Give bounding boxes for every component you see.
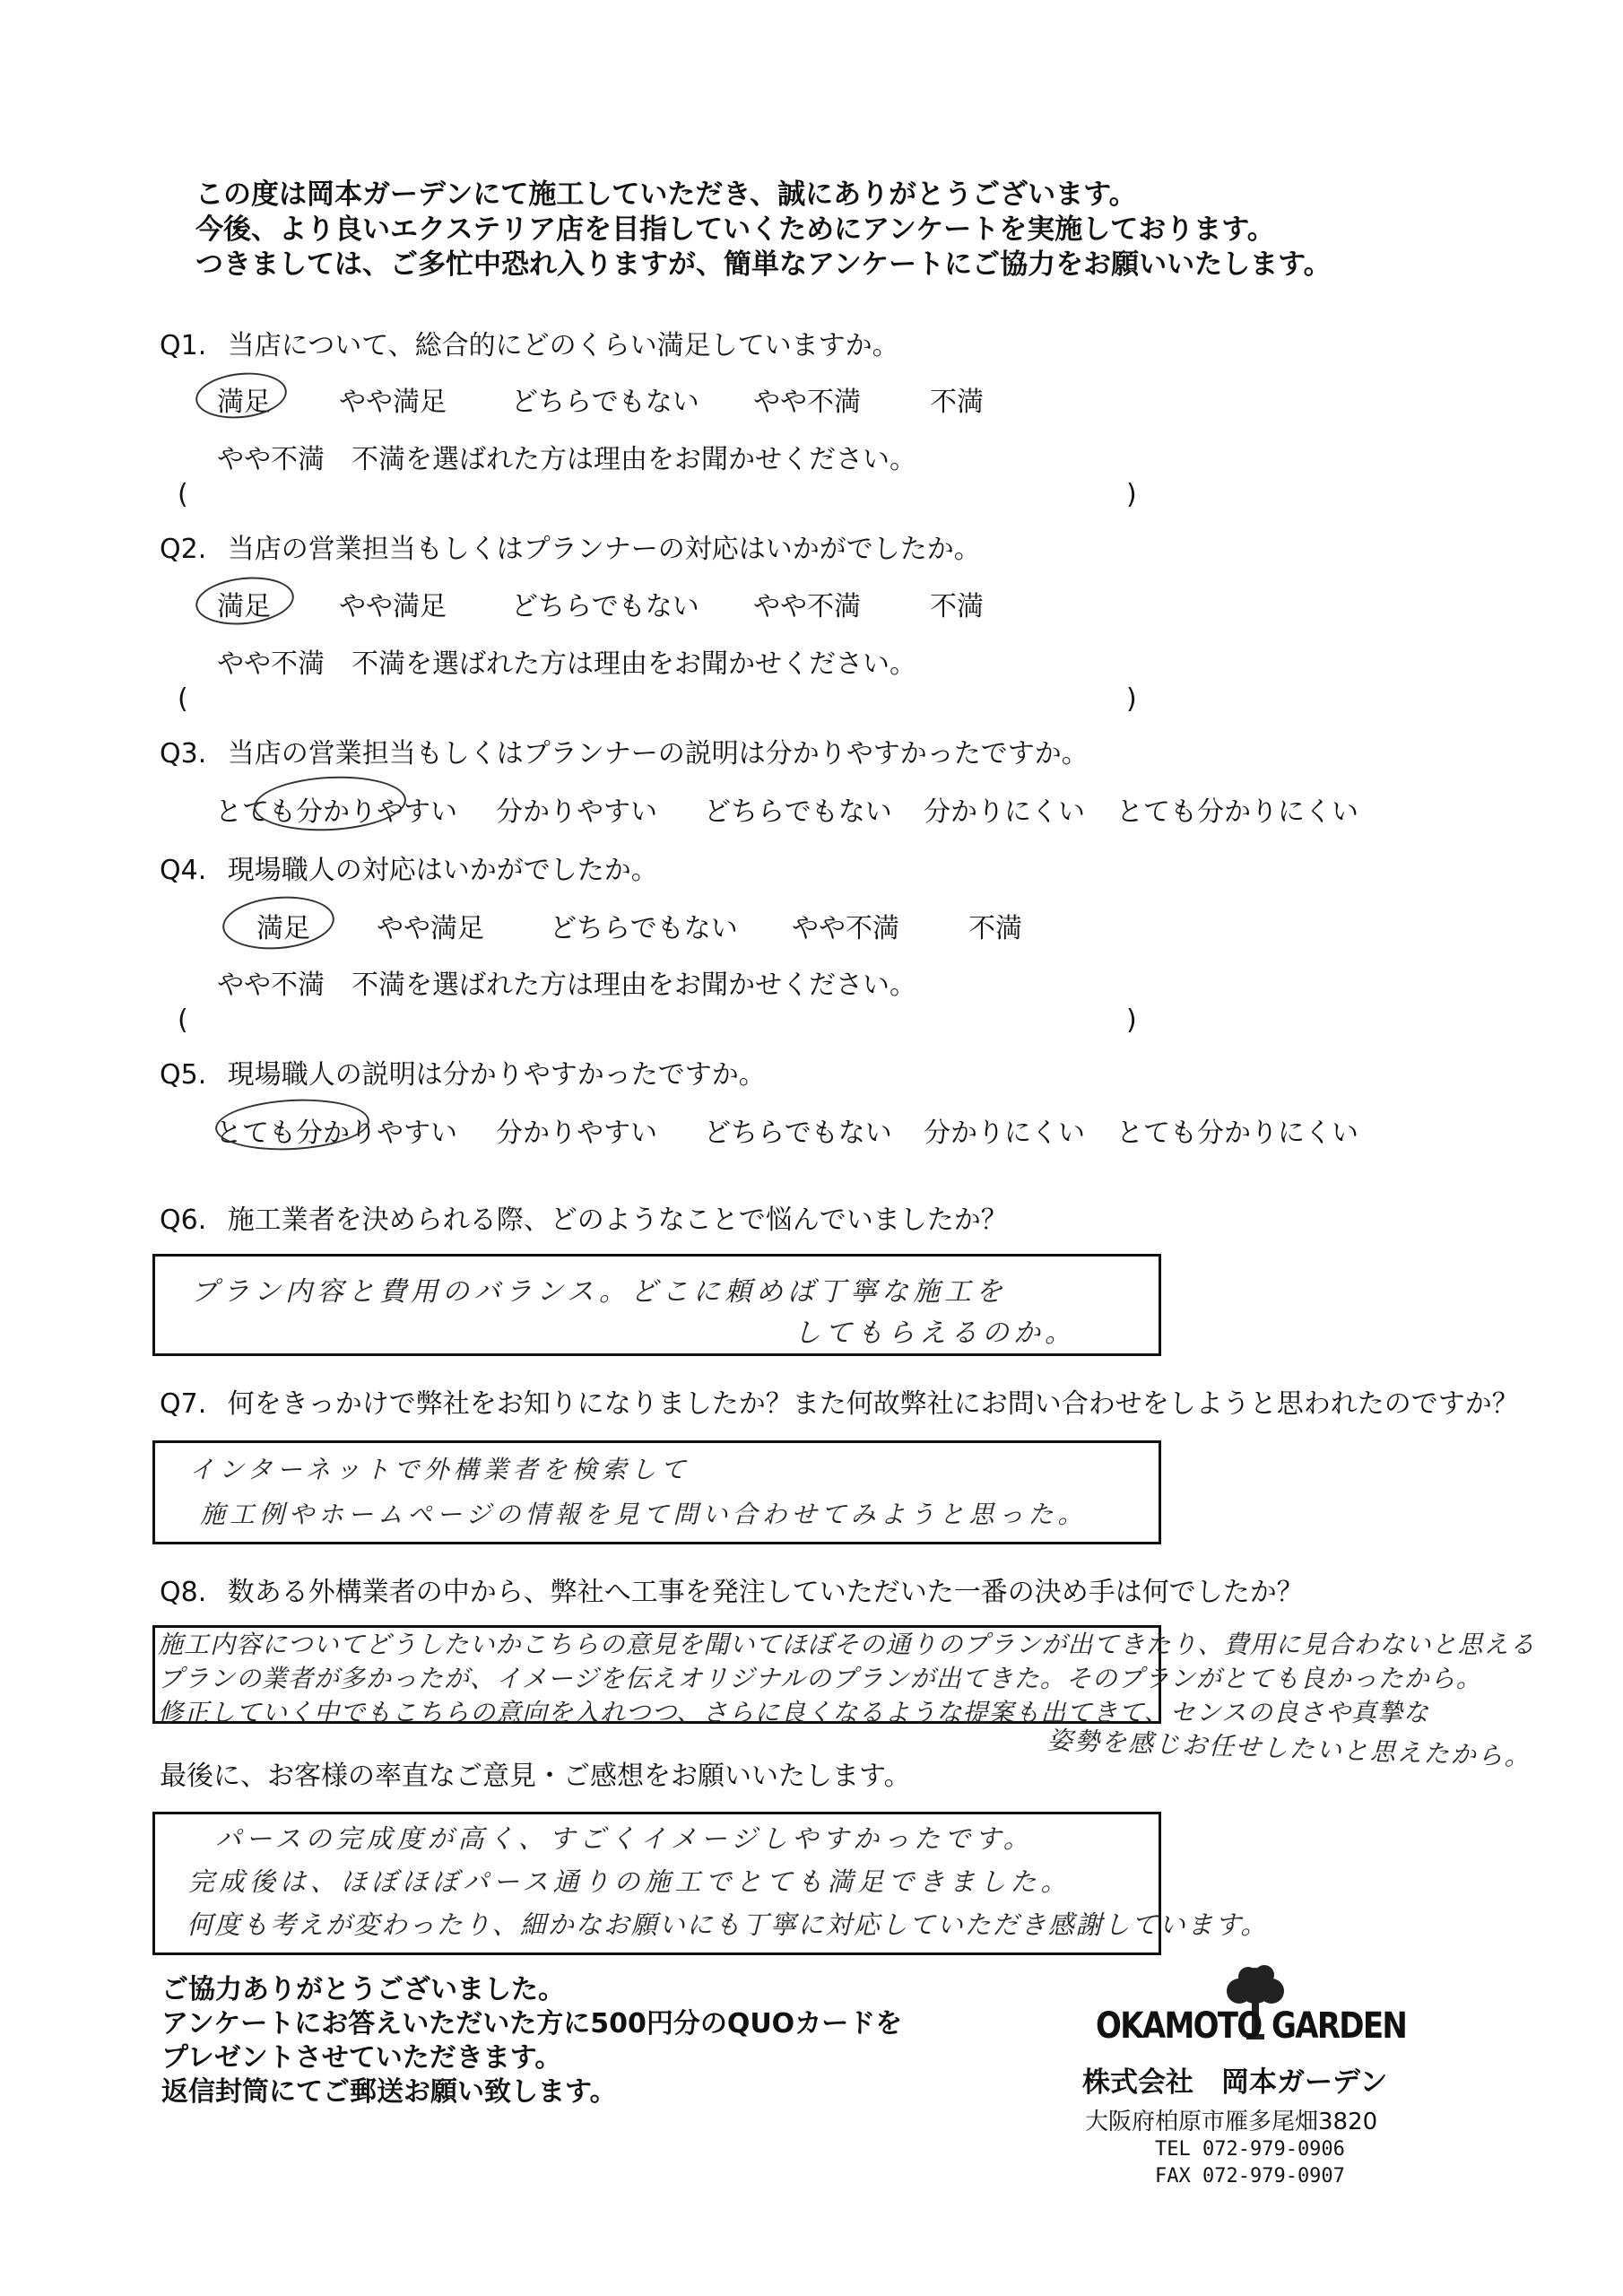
company-tel: TEL 072-979-0906 — [1155, 2138, 1345, 2161]
logo-text-right: GARDEN — [1271, 2005, 1407, 2047]
q1-label: Q1. — [160, 330, 207, 361]
intro-text — [195, 178, 1332, 283]
q7-answer-line: インターネットで外構業者を検索して — [189, 1455, 690, 1484]
q5-label: Q5. — [160, 1059, 207, 1091]
q1-selection-circle — [194, 369, 290, 422]
q7-label: Q7. — [160, 1388, 207, 1420]
final-answer-line: 完成後は、ほぼほぼパース通りの施工でとても満足できました。 — [188, 1866, 1072, 1897]
q2-paren-close: ) — [1126, 683, 1137, 715]
q3-option-5[interactable]: とても分かりにくい — [1116, 796, 1358, 828]
logo-text-left: OKAMOTO — [1096, 2005, 1262, 2047]
footer-message — [161, 1973, 902, 2109]
intro-line: この度は岡本ガーデンにて施工していただき、誠にありがとうございます。 — [195, 178, 1137, 211]
q3-label: Q3. — [160, 738, 207, 770]
q4-selection-circle — [221, 892, 337, 954]
q3-option-2[interactable]: 分かりやすい — [496, 796, 657, 828]
q1-option-2[interactable]: やや満足 — [339, 387, 447, 418]
q2-selection-circle — [194, 572, 297, 629]
q2-option-1[interactable]: 満足 — [217, 591, 271, 622]
q4-option-1[interactable]: 満足 — [256, 913, 310, 944]
q8-answer-line: プランの業者が多かったが、イメージを伝えオリジナルのプランが出てきた。そのプランがとても良かったから。 — [158, 1664, 1482, 1693]
q2-option-4[interactable]: やや不満 — [753, 591, 861, 622]
q4-paren-close: ) — [1126, 1004, 1137, 1036]
q8-answer-line: 姿勢を感じお任せしたいと思えたから。 — [1046, 1725, 1532, 1772]
q4-label: Q4. — [160, 855, 207, 886]
q2-text: 当店の営業担当もしくはプランナーの対応はいかがでしたか。 — [227, 534, 981, 565]
q1-option-3[interactable]: どちらでもない — [511, 387, 699, 418]
q2-paren-open: ( — [178, 683, 188, 715]
q4-option-4[interactable]: やや不満 — [792, 913, 899, 944]
q2-option-5[interactable]: 不満 — [930, 591, 984, 622]
q6-answer-box[interactable] — [152, 1254, 1161, 1356]
intro-line: 今後、より良いエクステリア店を目指していくためにアンケートを実施しております。 — [195, 213, 1275, 246]
q8-answer-line: 施工内容についてどうしたいかこちらの意見を聞いてほぼその通りのプランが出てきたり、費用に見合わないと思える — [158, 1630, 1536, 1659]
q7-question — [160, 1381, 1519, 1421]
q1-text: 当店について、総合的にどのくらい満足していますか。 — [227, 330, 899, 361]
company-name: 株式会社 岡本ガーデン — [1082, 2066, 1388, 2099]
q1-reason-prompt: やや不満 不満を選ばれた方は理由をお聞かせください。 — [217, 444, 916, 475]
q4-reason-prompt: やや不満 不満を選ばれた方は理由をお聞かせください。 — [217, 970, 916, 1001]
q4-text: 現場職人の対応はいかがでしたか。 — [227, 855, 658, 886]
q2-option-3[interactable]: どちらでもない — [511, 591, 699, 622]
q6-answer-line: プラン内容と費用のバランス。どこに頼めば丁寧な施工を — [191, 1276, 1007, 1308]
q4-option-2[interactable]: やや満足 — [377, 913, 484, 944]
q6-answer-line: してもらえるのか。 — [794, 1318, 1076, 1349]
q1-option-4[interactable]: やや不満 — [753, 387, 861, 418]
q4-option-3[interactable]: どちらでもない — [550, 913, 738, 944]
q1-paren-close: ) — [1126, 479, 1137, 510]
q5-question — [160, 1052, 766, 1091]
q5-option-4[interactable]: 分かりにくい — [924, 1118, 1085, 1149]
q1-paren-open: ( — [178, 479, 188, 510]
q4-question — [160, 848, 658, 887]
company-fax: FAX 072-979-0907 — [1155, 2165, 1345, 2187]
final-question: 最後に、お客様の率直なご意見・ご感想をお願いいたします。 — [160, 1761, 911, 1792]
q2-question — [160, 526, 981, 566]
q2-label: Q2. — [160, 534, 207, 565]
final-answer-line: パースの完成度が高く、すごくイメージしやすかったです。 — [215, 1823, 1034, 1854]
q5-option-2[interactable]: 分かりやすい — [496, 1118, 657, 1149]
company-address: 大阪府柏原市雁多尾畑3820 — [1085, 2109, 1378, 2135]
q7-answer-box[interactable] — [152, 1440, 1161, 1544]
intro-line: つきましては、ご多忙中恐れ入りますが、簡単なアンケートにご協力をお願いいたします。 — [195, 248, 1332, 281]
q5-option-1[interactable]: とても分かりやすい — [215, 1118, 457, 1149]
q1-question — [160, 323, 899, 362]
footer-line: 返信封筒にてご郵送お願い致します。 — [161, 2076, 617, 2108]
q2-reason-prompt: やや不満 不満を選ばれた方は理由をお聞かせください。 — [217, 648, 916, 680]
q8-answer-line: 修正していく中でもこちらの意向を入れつつ、さらに良くなるような提案も出てきて、センスの良さや真摯な — [158, 1698, 1429, 1727]
q7-answer-line: 施工例やホームページの情報を見て問い合わせてみようと思った。 — [200, 1500, 1088, 1529]
q8-text: 数ある外構業者の中から、弊社へ工事を発注していただいた一番の決め手は何でしたか？ — [227, 1577, 1304, 1608]
q3-option-3[interactable]: どちらでもない — [704, 796, 892, 828]
final-answer-line: 何度も考えが変わったり、細かなお願いにも丁寧に対応していただき感謝しています。 — [187, 1909, 1269, 1940]
company-logo — [1096, 1961, 1419, 2050]
q7-text: 何をきっかけで弊社をお知りになりましたか？また何故弊社にお問い合わせをしようと思われたのですか？ — [227, 1388, 1519, 1420]
q1-option-1[interactable]: 満足 — [217, 387, 271, 418]
q8-label: Q8. — [160, 1577, 207, 1608]
q8-question — [160, 1570, 1304, 1609]
q6-label: Q6. — [160, 1205, 207, 1236]
q6-text: 施工業者を決められる際、どのようなことで悩んでいましたか？ — [227, 1205, 1008, 1236]
q4-paren-open: ( — [178, 1004, 188, 1036]
q6-question — [160, 1197, 1008, 1237]
footer-line: ご協力ありがとうございました。 — [161, 1974, 565, 2005]
q3-option-1[interactable]: とても分かりやすい — [215, 796, 457, 828]
q5-text: 現場職人の説明は分かりやすかったですか。 — [227, 1059, 766, 1091]
q4-option-5[interactable]: 不満 — [968, 913, 1022, 944]
q3-text: 当店の営業担当もしくはプランナーの説明は分かりやすかったですか。 — [227, 738, 1089, 770]
q5-option-3[interactable]: どちらでもない — [704, 1118, 892, 1149]
q3-question — [160, 731, 1089, 770]
q2-option-2[interactable]: やや満足 — [339, 591, 447, 622]
footer-line: プレゼントさせていただきます。 — [161, 2042, 562, 2074]
q5-option-5[interactable]: とても分かりにくい — [1116, 1118, 1358, 1149]
q3-option-4[interactable]: 分かりにくい — [924, 796, 1085, 828]
footer-line: アンケートにお答えいただいた方に500円分のQUOカードを — [161, 2008, 903, 2039]
q1-option-5[interactable]: 不満 — [930, 387, 984, 418]
